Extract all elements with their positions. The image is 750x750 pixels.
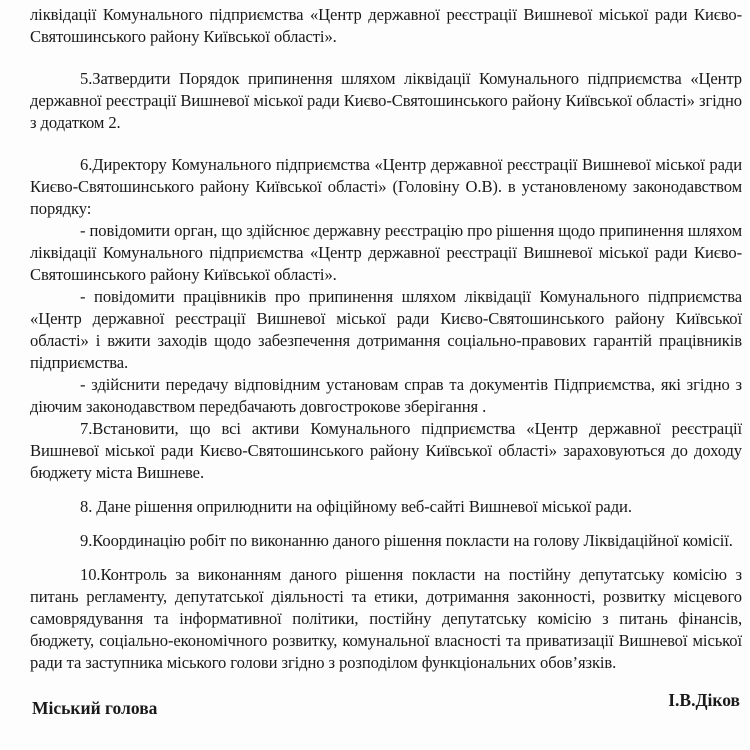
item-7-paragraph: 7.Встановити, що всі активи Комунального підприємства «Центр державної реєстрації Вишневої міської ради Києво-Святошинського району Київської області» зараховуються до доходу бюджету міста Вишневе. xyxy=(30,419,742,482)
item-6-bullet-2: - повідомити працівників про припинення шляхом ліквідації Комунального підприємства «Центр державної реєстрації Вишневої міської ради Києво-Святошинського району Київської області» і вжити заходів щодо забезпечення дотримання соціально-правових гарантій працівників підприємства. xyxy=(30,287,742,372)
signature-block xyxy=(32,690,740,720)
item-6-paragraph: 6.Директору Комунального підприємства «Центр державної реєстрації Вишневої міської ради Києво-Святошинського району Київської області» (Головіну О.В). в установленому законодавством порядку: xyxy=(30,155,742,218)
item-5-paragraph: 5.Затвердити Порядок припинення шляхом ліквідації Комунального підприємства «Центр державної реєстрації Вишневої міської ради Києво-Святошинського району Київської області» згідно з додатком 2. xyxy=(30,69,742,132)
item-6-bullet-3: - здійснити передачу відповідним установам справ та документів Підприємства, які згідно з діючим законодавством передбачають довгострокове зберігання . xyxy=(30,375,742,416)
signatory-name: І.В.Діков xyxy=(668,690,740,710)
item-10-paragraph: 10.Контроль за виконанням даного рішення покласти на постійну депутатську комісію з питань регламенту, депутатської діяльності та етики, дотримання законності, розвитку місцевого самоврядування та інформативної політики, постійну депутатську комісію з питань фінансів, бюджету, соціально-економічного розвитку, комунальної власності та приватизації Вишневої міської ради та заступника міського голови згідно з розподілом функціональних обов’язків. xyxy=(30,565,742,672)
item-9-paragraph: 9.Координацію робіт по виконанню даного рішення покласти на голову Ліквідаційної комісії. xyxy=(80,531,733,550)
signatory-title: Міський голова xyxy=(32,698,158,718)
item-6-bullet-1: - повідомити орган, що здійснює державну реєстрацію про рішення щодо припинення шляхом ліквідації Комунального підприємства «Центр державної реєстрації Вишневої міської ради Києво-Святошинського району Київської області». xyxy=(30,221,742,284)
item-8-paragraph: 8. Дане рішення оприлюднити на офіційному веб-сайті Вишневої міської ради. xyxy=(80,497,632,516)
continuation-paragraph: ліквідації Комунального підприємства «Центр державної реєстрації Вишневої міської ради Києво-Святошинського району Київської області». xyxy=(30,5,742,46)
document-body xyxy=(30,4,742,674)
